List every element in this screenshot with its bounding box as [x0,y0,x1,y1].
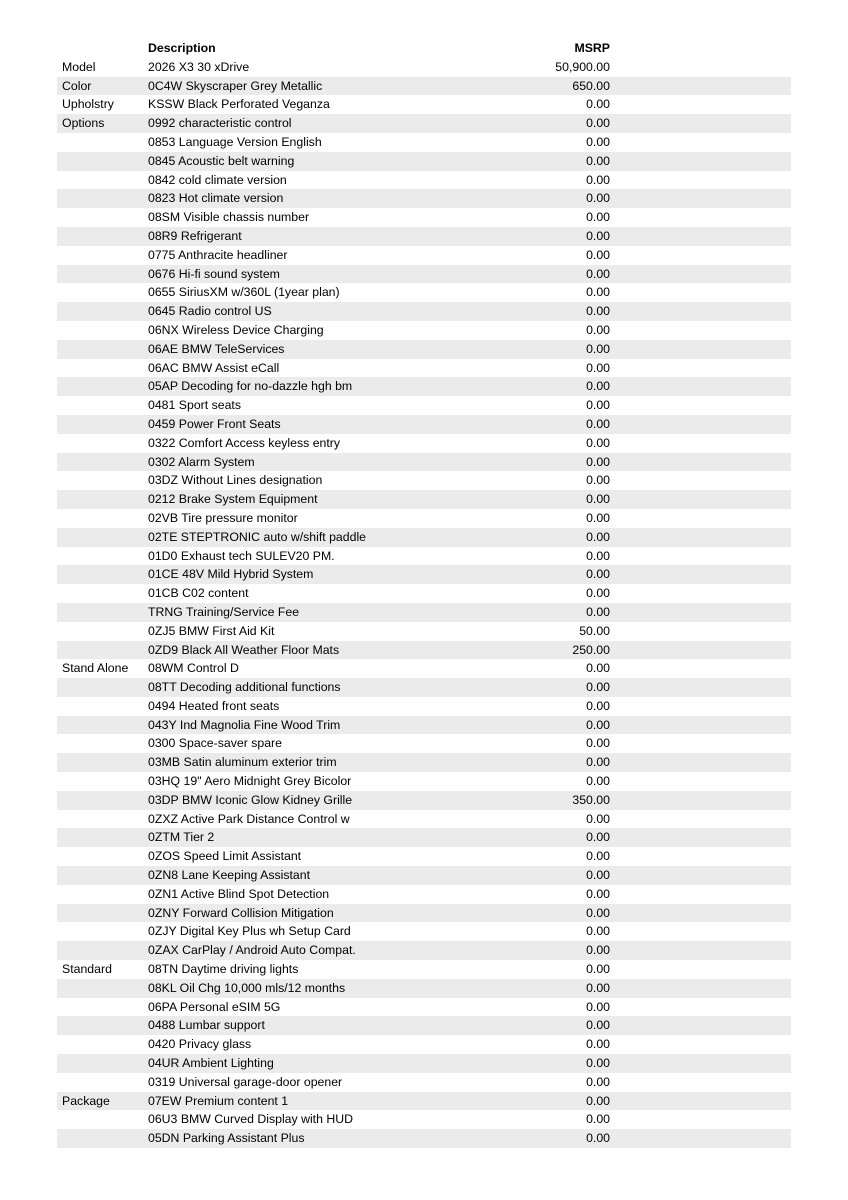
description-cell: 0ZXZ Active Park Distance Control w [148,811,350,826]
description-cell: 02VB Tire pressure monitor [148,510,298,525]
table-row [57,734,791,753]
category-cell [57,377,148,396]
msrp-cell: 0.00 [586,905,610,920]
table-row [57,396,791,415]
row-filler [610,189,791,208]
msrp-cell: 0.00 [586,1018,610,1033]
description-cell: 02TE STEPTRONIC auto w/shift paddle [148,529,367,544]
row-filler [610,396,791,415]
category-cell [57,847,148,866]
table-row [57,1054,791,1073]
category-cell [57,189,148,208]
table-row [57,753,791,772]
row-filler [610,641,791,660]
row-filler [610,415,791,434]
row-filler [610,208,791,227]
msrp-cell: 0.00 [586,680,610,695]
category-cell [57,453,148,472]
category-cell [57,340,148,359]
description-cell: 2026 X3 30 xDrive [148,59,250,74]
row-filler [610,678,791,697]
description-cell: 0823 Hot climate version [148,191,284,206]
description-cell: 0ZD9 Black All Weather Floor Mats [148,642,340,657]
msrp-cell: 50,900.00 [555,59,610,74]
description-cell: 03HQ 19" Aero Midnight Grey Bicolor [148,774,352,789]
description-cell: 0459 Power Front Seats [148,416,281,431]
description-cell: 04UR Ambient Lighting [148,1056,274,1071]
msrp-cell: 0.00 [586,398,610,413]
category-cell [57,528,148,547]
msrp-cell: 250.00 [572,642,610,657]
msrp-cell: 0.00 [586,924,610,939]
description-cell: 08TN Daytime driving lights [148,962,299,977]
row-filler [610,58,791,77]
msrp-cell: 350.00 [572,792,610,807]
msrp-cell: 0.00 [586,341,610,356]
vehicle-pricing-sheet [57,39,791,1148]
category-cell [57,922,148,941]
description-cell: 0494 Heated front seats [148,698,280,713]
category-cell [57,584,148,603]
description-cell: KSSW Black Perforated Veganza [148,97,330,112]
table-row [57,152,791,171]
description-cell: 06AE BMW TeleServices [148,341,285,356]
category-cell [57,828,148,847]
category-cell [57,1110,148,1129]
category-cell [57,734,148,753]
category-cell [57,1129,148,1148]
description-cell: 0319 Universal garage-door opener [148,1074,343,1089]
table-row [57,453,791,472]
description-cell: 0481 Sport seats [148,398,241,413]
table-row [57,227,791,246]
description-cell: 0ZN1 Active Blind Spot Detection [148,886,330,901]
category-cell [57,753,148,772]
table-row [57,1016,791,1035]
table-row [57,114,791,133]
row-filler [610,434,791,453]
msrp-cell: 0.00 [586,830,610,845]
table-row [57,641,791,660]
table-row [57,171,791,190]
description-cell: 0845 Acoustic belt warning [148,153,295,168]
description-cell: 0645 Radio control US [148,304,272,319]
category-cell [57,265,148,284]
row-filler [610,885,791,904]
msrp-cell: 0.00 [586,999,610,1014]
category-cell [57,1035,148,1054]
row-filler [610,340,791,359]
row-filler [610,77,791,96]
category-cell: Standard [62,962,112,977]
description-cell: 0775 Anthracite headliner [148,247,288,262]
msrp-cell: 0.00 [586,492,610,507]
table-row [57,58,791,77]
msrp-cell: 0.00 [586,586,610,601]
table-row [57,77,791,96]
description-cell: 0676 Hi-fi sound system [148,266,280,281]
table-header-row [57,39,791,58]
table-row [57,697,791,716]
table-row [57,1073,791,1092]
description-cell: 0ZAX CarPlay / Android Auto Compat. [148,943,356,958]
row-filler [610,283,791,302]
header-filler [610,39,791,58]
msrp-cell: 0.00 [586,604,610,619]
description-cell: 0420 Privacy glass [148,1037,252,1052]
msrp-cell: 0.00 [586,116,610,131]
row-filler [610,547,791,566]
description-cell: 06AC BMW Assist eCall [148,360,280,375]
category-cell [57,509,148,528]
msrp-cell: 0.00 [586,661,610,676]
description-cell: 0ZNY Forward Collision Mitigation [148,905,334,920]
table-row [57,359,791,378]
row-filler [610,321,791,340]
description-cell: 08TT Decoding additional functions [148,680,341,695]
table-row [57,791,791,810]
table-row [57,1129,791,1148]
category-cell [57,227,148,246]
description-cell: 01CB C02 content [148,586,249,601]
description-cell: 0488 Lumbar support [148,1018,265,1033]
table-row [57,471,791,490]
category-cell [57,697,148,716]
msrp-cell: 0.00 [586,717,610,732]
description-cell: 05AP Decoding for no-dazzle hgh bm [148,379,353,394]
category-cell [57,979,148,998]
description-cell: 0300 Space-saver spare [148,736,282,751]
description-cell: 0212 Brake System Equipment [148,492,318,507]
table-row [57,95,791,114]
description-cell: 0C4W Skyscraper Grey Metallic [148,78,323,93]
table-row [57,772,791,791]
table-row [57,904,791,923]
msrp-cell: 0.00 [586,228,610,243]
msrp-cell: 0.00 [586,698,610,713]
msrp-cell: 0.00 [586,811,610,826]
row-filler [610,753,791,772]
category-cell: Color [62,78,92,93]
category-cell: Options [62,116,105,131]
row-filler [610,471,791,490]
row-filler [610,1129,791,1148]
row-filler [610,791,791,810]
row-filler [610,528,791,547]
row-filler [610,227,791,246]
category-cell [57,1016,148,1035]
category-cell: Package [62,1093,110,1108]
msrp-cell: 0.00 [586,943,610,958]
category-cell [57,904,148,923]
description-cell: 06U3 BMW Curved Display with HUD [148,1112,354,1127]
category-cell [57,998,148,1017]
table-row [57,810,791,829]
category-cell [57,1054,148,1073]
row-filler [610,377,791,396]
table-row [57,189,791,208]
category-cell [57,171,148,190]
category-cell [57,471,148,490]
row-filler [610,998,791,1017]
description-cell: 043Y Ind Magnolia Fine Wood Trim [148,717,341,732]
msrp-cell: 0.00 [586,416,610,431]
row-filler [610,622,791,641]
table-row [57,941,791,960]
msrp-cell: 0.00 [586,1112,610,1127]
msrp-cell: 0.00 [586,153,610,168]
row-filler [610,922,791,941]
msrp-cell: 0.00 [586,529,610,544]
description-cell: 0842 cold climate version [148,172,287,187]
msrp-cell: 0.00 [586,849,610,864]
row-filler [610,1073,791,1092]
category-cell [57,152,148,171]
table-row [57,340,791,359]
description-cell: 06PA Personal eSIM 5G [148,999,281,1014]
description-cell: TRNG Training/Service Fee [148,604,300,619]
row-filler [610,1035,791,1054]
msrp-cell: 0.00 [586,379,610,394]
category-cell [57,396,148,415]
table-row [57,603,791,622]
description-cell: 0992 characteristic control [148,116,292,131]
msrp-cell: 0.00 [586,454,610,469]
description-cell: 0ZN8 Lane Keeping Assistant [148,868,311,883]
row-filler [610,584,791,603]
row-filler [610,246,791,265]
category-cell [57,302,148,321]
description-cell: 08R9 Refrigerant [148,228,242,243]
row-filler [610,603,791,622]
table-row [57,283,791,302]
table-row [57,565,791,584]
row-filler [610,960,791,979]
msrp-cell: 0.00 [586,567,610,582]
table-row [57,922,791,941]
category-cell [57,321,148,340]
row-filler [610,734,791,753]
category-cell [57,678,148,697]
msrp-cell: 0.00 [586,548,610,563]
msrp-cell: 50.00 [579,623,610,638]
row-filler [610,1054,791,1073]
row-filler [610,95,791,114]
row-filler [610,716,791,735]
description-cell: 08KL Oil Chg 10,000 mls/12 months [148,980,346,995]
msrp-cell: 0.00 [586,285,610,300]
msrp-cell: 0.00 [586,886,610,901]
category-cell: Upholstry [62,97,114,112]
description-cell: 0322 Comfort Access keyless entry [148,435,341,450]
row-filler [610,847,791,866]
row-filler [610,1016,791,1035]
row-filler [610,772,791,791]
row-filler [610,453,791,472]
msrp-cell: 0.00 [586,980,610,995]
row-filler [610,359,791,378]
msrp-cell: 0.00 [586,962,610,977]
description-cell: 06NX Wireless Device Charging [148,322,324,337]
row-filler [610,490,791,509]
category-cell [57,133,148,152]
msrp-cell: 0.00 [586,134,610,149]
table-row [57,1092,791,1111]
category-cell [57,283,148,302]
table-row [57,547,791,566]
table-row [57,828,791,847]
table-row [57,208,791,227]
row-filler [610,265,791,284]
row-filler [610,565,791,584]
row-filler [610,171,791,190]
category-header [57,39,148,58]
category-cell [57,415,148,434]
msrp-cell: 0.00 [586,1093,610,1108]
table-row [57,866,791,885]
table-row [57,716,791,735]
row-filler [610,828,791,847]
category-cell [57,866,148,885]
table-row [57,302,791,321]
msrp-cell: 0.00 [586,1037,610,1052]
msrp-cell: 0.00 [586,191,610,206]
msrp-cell: 0.00 [586,774,610,789]
msrp-cell: 0.00 [586,473,610,488]
table-row [57,528,791,547]
table-body [57,58,791,1148]
msrp-cell: 0.00 [586,97,610,112]
table-row [57,377,791,396]
row-filler [610,979,791,998]
msrp-cell: 0.00 [586,360,610,375]
description-cell: 03DP BMW Iconic Glow Kidney Grille [148,792,353,807]
row-filler [610,659,791,678]
category-cell [57,208,148,227]
description-cell: 03MB Satin aluminum exterior trim [148,755,337,770]
table-row [57,998,791,1017]
category-cell: Stand Alone [62,661,129,676]
row-filler [610,302,791,321]
category-cell [57,359,148,378]
msrp-cell: 0.00 [586,322,610,337]
row-filler [610,904,791,923]
table-row [57,584,791,603]
category-cell: Model [62,59,96,74]
description-cell: 01D0 Exhaust tech SULEV20 PM. [148,548,335,563]
msrp-cell: 0.00 [586,266,610,281]
table-row [57,678,791,697]
row-filler [610,1092,791,1111]
description-cell: 0655 SiriusXM w/360L (1year plan) [148,285,340,300]
msrp-cell: 0.00 [586,1074,610,1089]
category-cell [57,603,148,622]
description-cell: 0302 Alarm System [148,454,255,469]
row-filler [610,152,791,171]
table-row [57,321,791,340]
category-cell [57,434,148,453]
table-row [57,847,791,866]
category-cell [57,490,148,509]
category-cell [57,810,148,829]
table-row [57,622,791,641]
category-cell [57,565,148,584]
msrp-cell: 0.00 [586,247,610,262]
msrp-cell: 0.00 [586,1056,610,1071]
table-row [57,265,791,284]
category-cell [57,941,148,960]
msrp-header: MSRP [574,41,610,55]
category-cell [57,885,148,904]
description-cell: 08SM Visible chassis number [148,210,310,225]
description-cell: 0ZJY Digital Key Plus wh Setup Card [148,924,351,939]
description-cell: 0ZJ5 BMW First Aid Kit [148,623,275,638]
row-filler [610,941,791,960]
table-row [57,434,791,453]
table-row [57,960,791,979]
row-filler [610,1110,791,1129]
msrp-cell: 0.00 [586,868,610,883]
category-cell [57,716,148,735]
category-cell [57,547,148,566]
msrp-cell: 0.00 [586,1131,610,1146]
category-cell [57,1073,148,1092]
msrp-cell: 0.00 [586,736,610,751]
table-row [57,1035,791,1054]
row-filler [610,509,791,528]
description-cell: 03DZ Without Lines designation [148,473,323,488]
description-cell: 07EW Premium content 1 [148,1093,289,1108]
table-row [57,490,791,509]
row-filler [610,866,791,885]
table-row [57,246,791,265]
description-cell: 01CE 48V Mild Hybrid System [148,567,314,582]
description-cell: 05DN Parking Assistant Plus [148,1131,305,1146]
table-row [57,659,791,678]
table-row [57,979,791,998]
msrp-cell: 0.00 [586,435,610,450]
category-cell [57,641,148,660]
category-cell [57,622,148,641]
row-filler [610,114,791,133]
description-cell: 0ZTM Tier 2 [148,830,215,845]
category-cell [57,791,148,810]
msrp-cell: 0.00 [586,172,610,187]
table-row [57,133,791,152]
category-cell [57,772,148,791]
msrp-cell: 650.00 [572,78,610,93]
description-header: Description [148,41,216,55]
category-cell [57,246,148,265]
msrp-cell: 0.00 [586,304,610,319]
row-filler [610,133,791,152]
table-row [57,509,791,528]
table-row [57,885,791,904]
description-cell: 0853 Language Version English [148,134,322,149]
msrp-cell: 0.00 [586,755,610,770]
table-row [57,1110,791,1129]
table-row [57,415,791,434]
row-filler [610,697,791,716]
msrp-cell: 0.00 [586,510,610,525]
row-filler [610,810,791,829]
description-cell: 08WM Control D [148,661,239,676]
msrp-cell: 0.00 [586,210,610,225]
description-cell: 0ZOS Speed Limit Assistant [148,849,302,864]
